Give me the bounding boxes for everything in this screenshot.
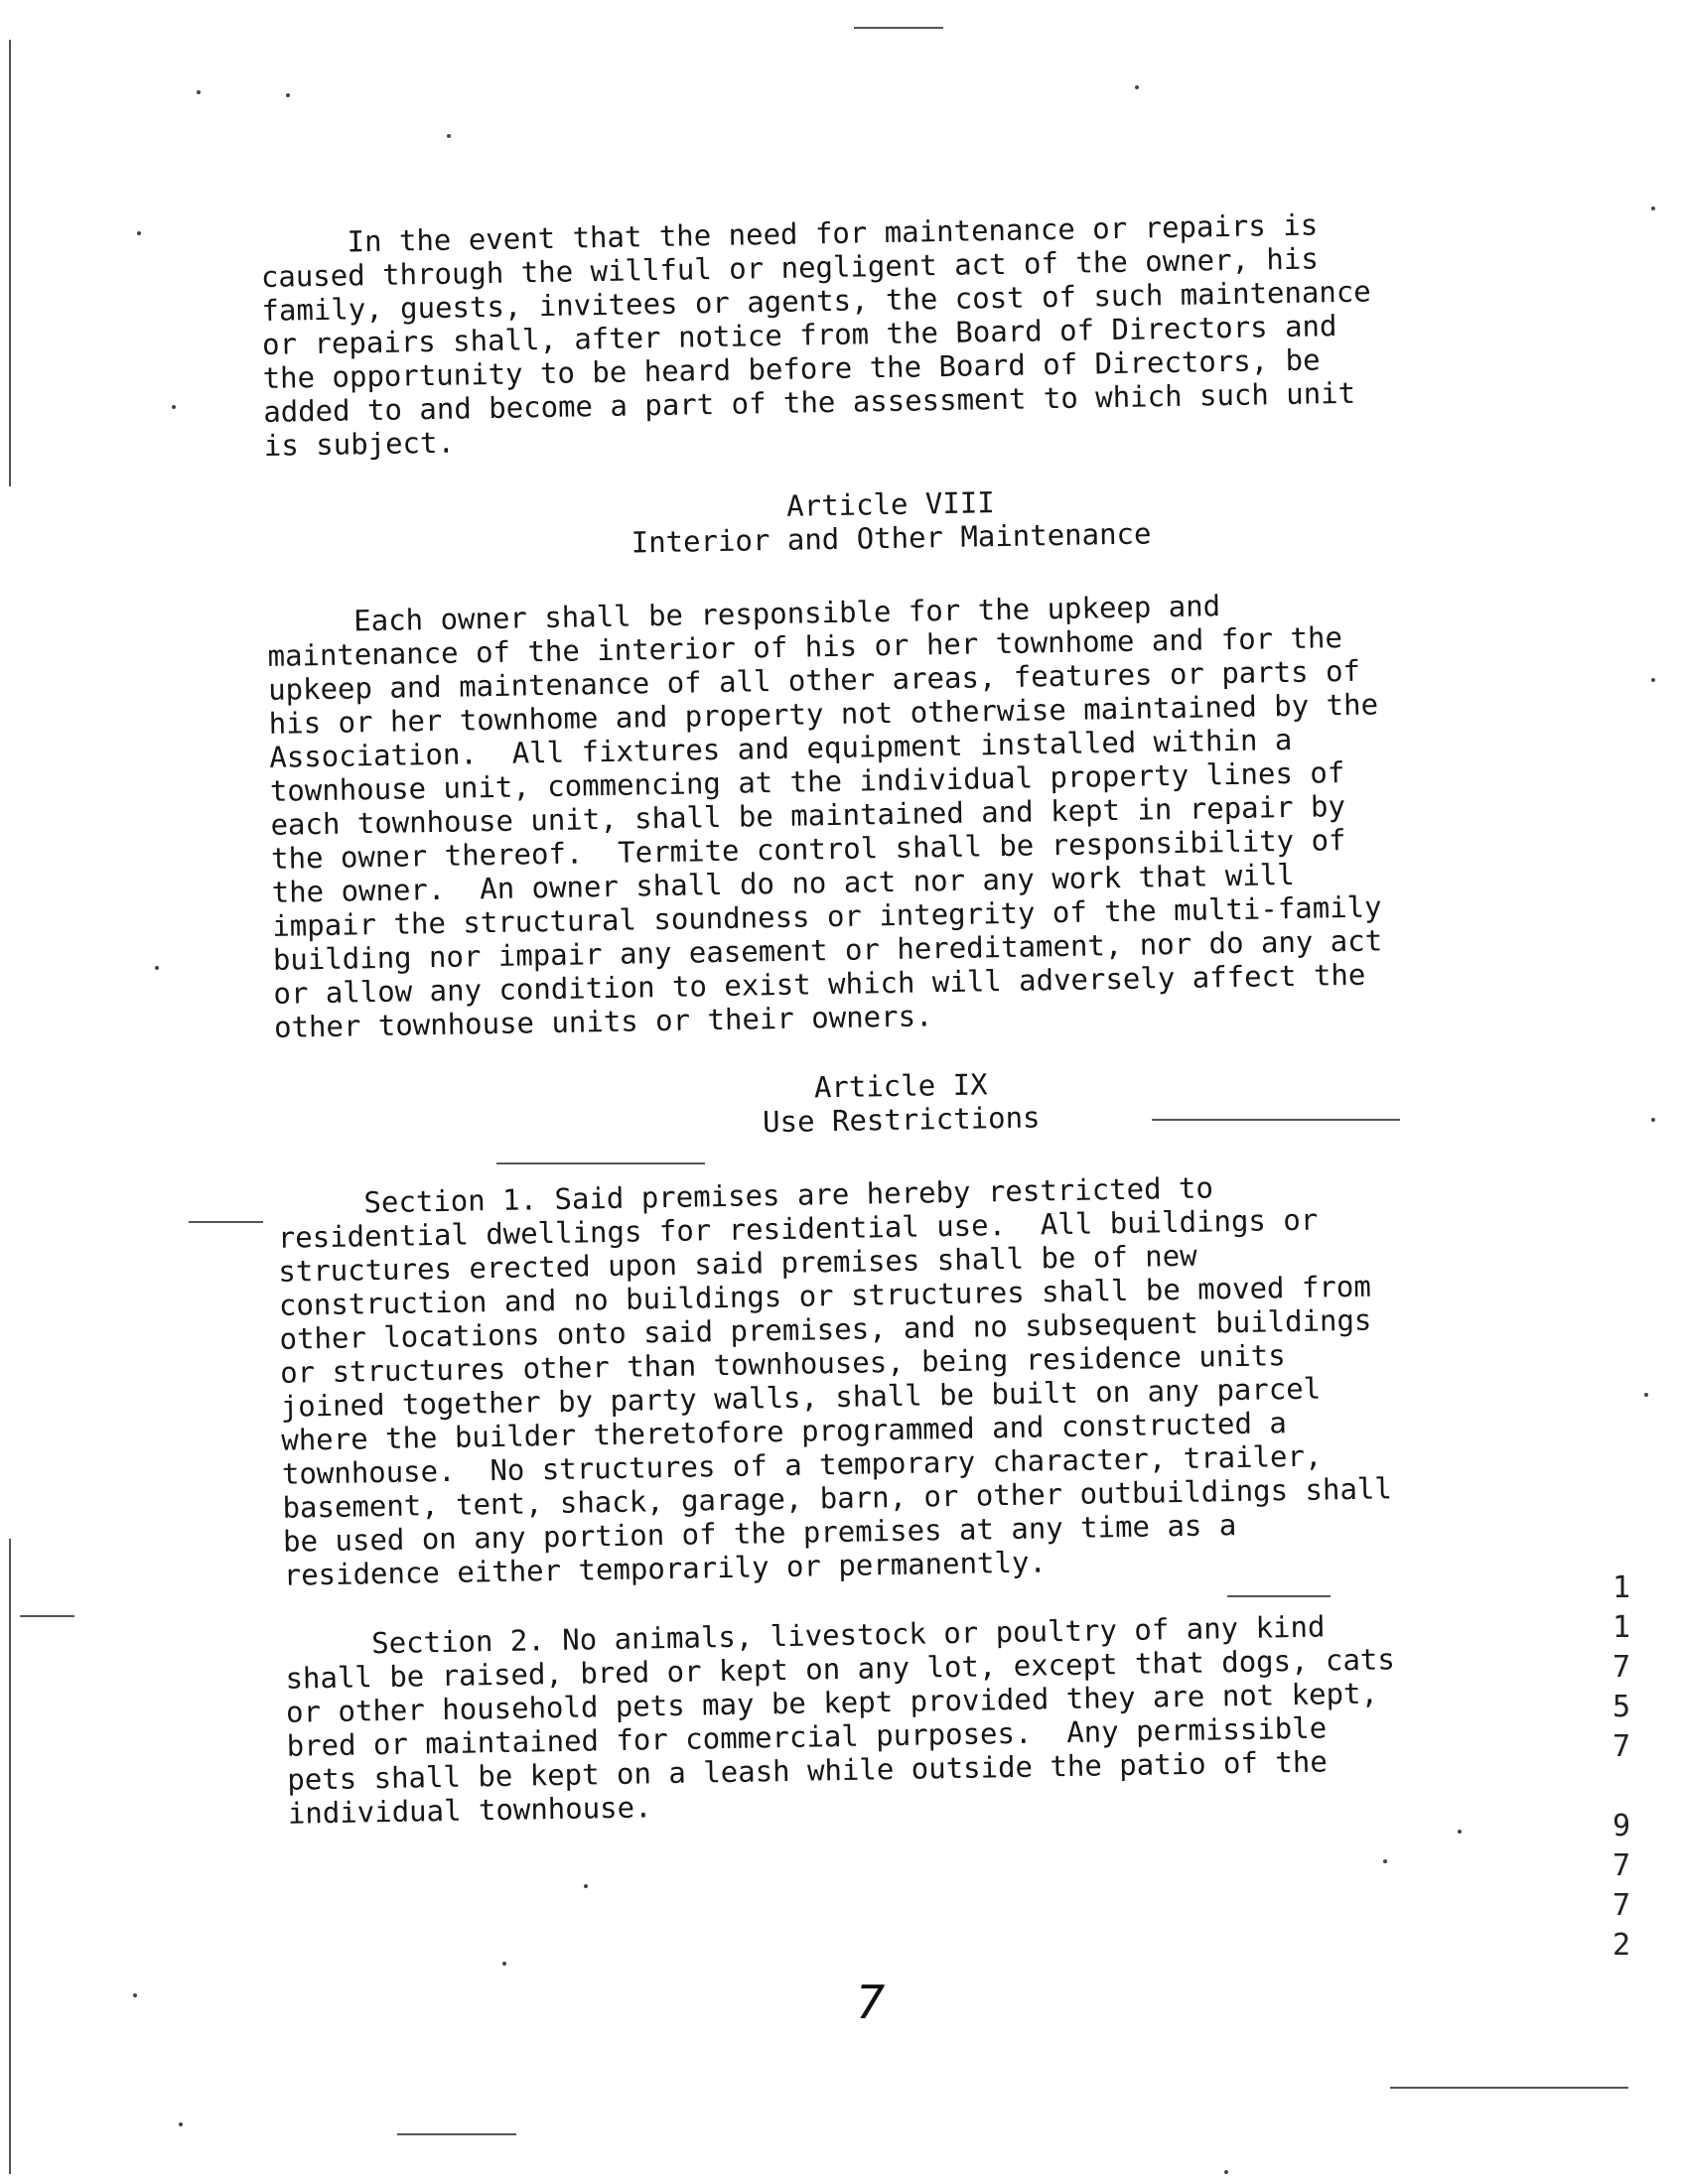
scan-speck (1383, 1859, 1387, 1863)
article-8-number: Article VIII (785, 485, 996, 523)
scan-speck (1651, 678, 1655, 682)
scan-speck (137, 231, 141, 235)
article-8-title: Interior and Other Maintenance (631, 516, 1152, 560)
scan-speck (1224, 2170, 1228, 2174)
article-9-section-2: Section 2. No animals, livestock or poultry of any kind shall be raised, bred or kept on any lot, except that dogs, cats or other household pets may be kept provided they are not kept, bred or maintained for commercial purposes. Any permissible pets shall be kept on a leash while outside the patio of the individual townhouse. (284, 1609, 1396, 1831)
article-9-section-1: Section 1. Said premises are hereby restricted to residential dwellings for residential use. All buildings or structures erected upon said premises shall be of new construction and no buildings or structures shall be moved from other locations onto said premises, and no subsequent buildings or structures other than townhouses, being residence units joined together by party walls, shall be built on any parcel where the builder theretofore programmed and constructed a townhouse. No structures of a temporary character, trailer, basement, tent, shack, garage, barn, or other outbuildings shall be used on any portion of the premises at any time as a residence either temporarily or permanently. (276, 1170, 1393, 1592)
scan-speck (179, 2122, 183, 2126)
scan-speck (197, 90, 201, 94)
scan-speck (155, 966, 159, 970)
scan-speck (133, 1993, 137, 1997)
article-9-number: Article IX (813, 1067, 988, 1105)
scan-speck (1651, 206, 1655, 210)
scan-speck (172, 405, 176, 409)
article-8-body: Each owner shall be responsible for the upkeep and maintenance of the interior of his or her townhome and for the upkeep and maintenance of all other areas, features or parts of his or her townhome and property not otherwise maintained by the Association. All fixtures and equipment installed within a townhouse unit, commencing at the individual property lines of each townhouse unit, shall be maintained and kept in repair by the owner thereof. Termite control shall be responsibility of the owner. An owner shall do no act nor any work that will impair the structural soundness or integrity of the multi-family building nor impair any easement or hereditament, nor do any act or allow any condition to exist which will adversely affect the other townhouse units or their owners. (266, 589, 1383, 1044)
scan-speck (584, 1884, 588, 1888)
scan-speck (1135, 85, 1139, 89)
article-9-title: Use Restrictions (762, 1100, 1041, 1140)
scan-speck (502, 1962, 506, 1966)
scan-speck (286, 93, 290, 97)
scan-speck (447, 134, 451, 138)
document-body (260, 205, 1559, 1831)
page-number: 7 (856, 1976, 886, 2029)
scan-speck (1644, 1393, 1648, 1397)
scan-speck (1651, 1118, 1655, 1122)
recording-number: 1 1 7 5 7 9 7 7 2 (1612, 1570, 1631, 1963)
maintenance-cost-paragraph: In the event that the need for maintenance or repairs is caused through the willful or negligent act of the owner, his family, guests, invitees or agents, the cost of such maintenance or repairs shall, after notice from the Board of Directors and the opportunity to be heard before the Board of Directors, be added to and become a part of the assessment to which such unit is subject. (260, 207, 1372, 463)
scan-speck (1458, 1830, 1462, 1834)
